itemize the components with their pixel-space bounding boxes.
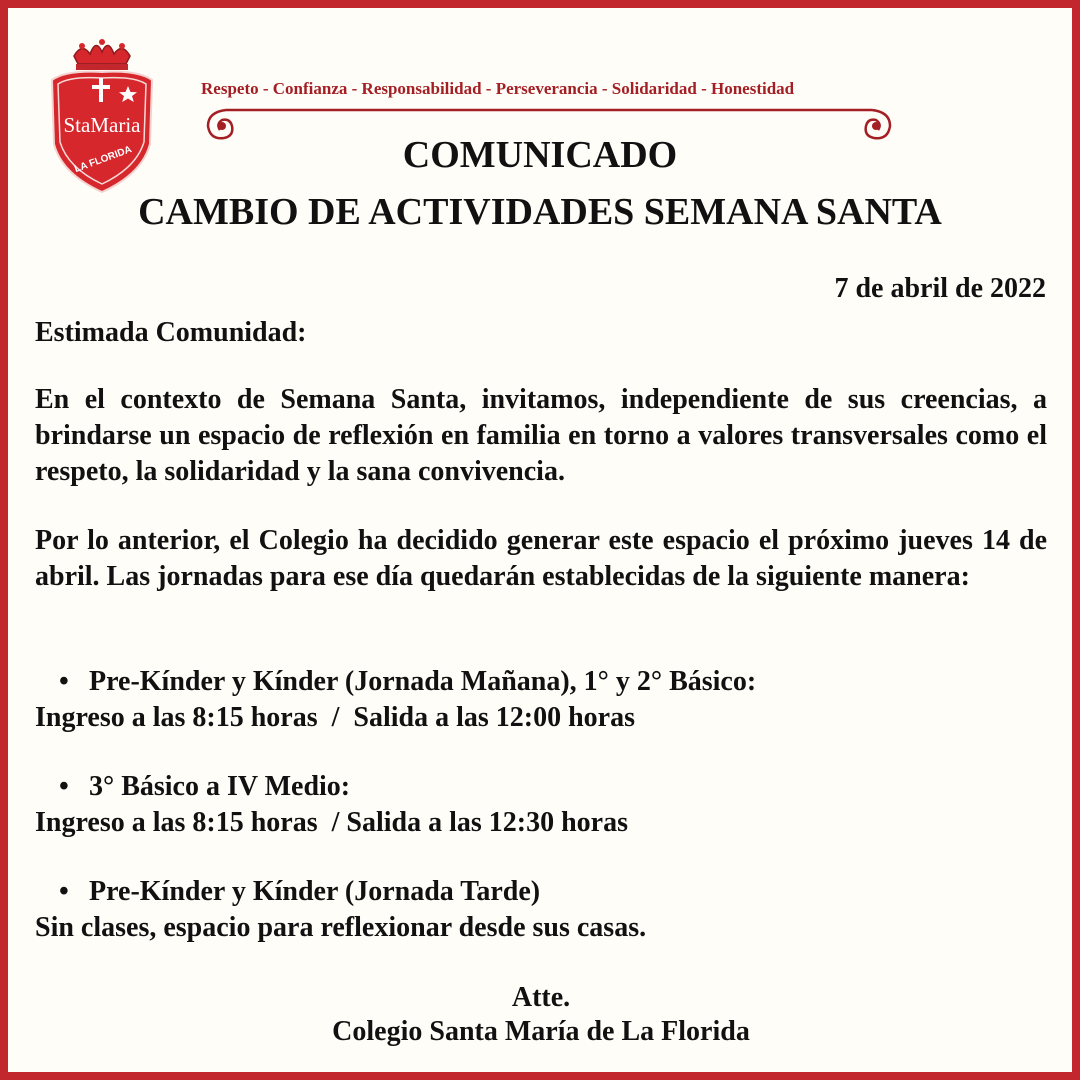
schedule-item	[35, 769, 1047, 841]
schedule-item	[35, 664, 1047, 736]
bullet-icon: •	[59, 666, 69, 697]
schedule-detail: Ingreso a las 8:15 horas / Salida a las 12:30 horas	[35, 807, 628, 838]
page-title: COMUNICADO	[402, 134, 678, 176]
paragraph-schedule-intro: Por lo anterior, el Colegio ha decidido generar este espacio el próximo jueves 14 de abril. Las jornadas para ese día quedarán establecidas de la siguiente manera:	[35, 525, 1047, 592]
closing: Atte.	[511, 982, 571, 1013]
schedule-detail: Ingreso a las 8:15 horas / Salida a las 12:00 horas	[35, 702, 635, 733]
schedule-item	[35, 874, 1047, 946]
page-subtitle: CAMBIO DE ACTIVIDADES SEMANA SANTA	[138, 191, 942, 233]
schedule-detail: Sin clases, espacio para reflexionar desde sus casas.	[35, 912, 647, 943]
bullet-icon: •	[59, 771, 69, 802]
schedule-group: Pre-Kínder y Kínder (Jornada Tarde)	[89, 876, 541, 907]
bullet-icon: •	[59, 876, 69, 907]
logo-name: StaMaria	[63, 113, 141, 137]
paragraph-intro: En el contexto de Semana Santa, invitamos, independiente de sus creencias, a brindarse un espacio de reflexión en familia en torno a valores transversales como el respeto, la solidaridad y la sana convivencia.	[35, 384, 1047, 487]
greeting: Estimada Comunidad:	[35, 317, 307, 348]
schedule-group: 3° Básico a IV Medio:	[89, 771, 351, 802]
schedule-group: Pre-Kínder y Kínder (Jornada Mañana), 1° y 2° Básico:	[89, 666, 757, 697]
values-motto: Respeto - Confianza - Responsabilidad - Perseverancia - Solidaridad - Honestidad	[201, 79, 795, 98]
crown-icon	[74, 39, 130, 70]
signature: Colegio Santa María de La Florida	[332, 1016, 750, 1047]
logo-subtitle: LA FLORIDA	[72, 144, 134, 176]
document-date: 7 de abril de 2022	[834, 273, 1046, 304]
